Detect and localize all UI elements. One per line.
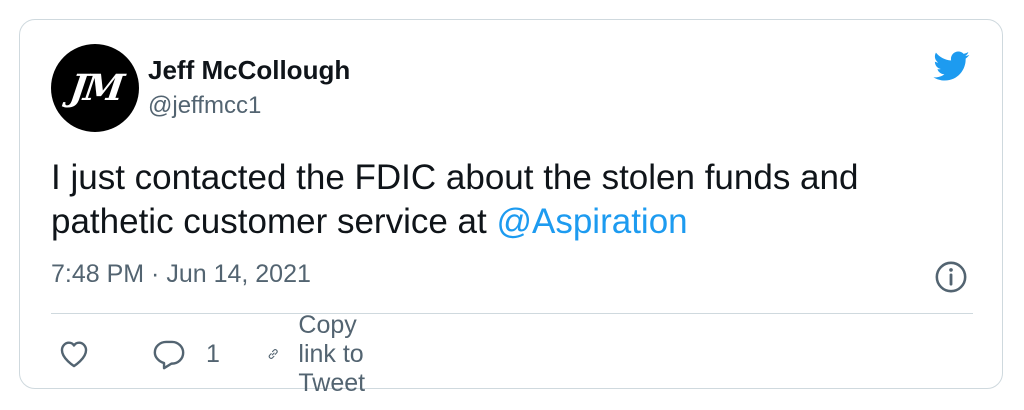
author-handle[interactable]: @jeffmcc1 <box>148 92 262 119</box>
heart-icon <box>57 337 91 371</box>
tweet-text-body: I just contacted the FDIC about the stolen funds and pathetic customer service at <box>51 158 859 241</box>
copy-link-button[interactable] <box>266 310 385 397</box>
info-icon[interactable] <box>934 260 968 294</box>
author-name[interactable]: Jeff McCollough <box>148 55 351 85</box>
copy-link-label: Copy link to Tweet <box>298 310 366 397</box>
tweet-card[interactable] <box>19 19 1003 397</box>
reply-bubble-icon <box>152 337 186 371</box>
tweet-timestamp[interactable]: 7:48 PM · Jun 14, 2021 <box>51 260 311 288</box>
like-button[interactable] <box>57 332 91 376</box>
twitter-bird-icon[interactable] <box>930 48 974 84</box>
avatar[interactable] <box>51 44 139 132</box>
reply-count: 1 <box>206 339 220 368</box>
reply-button[interactable] <box>152 332 220 376</box>
link-icon <box>266 337 280 371</box>
mention-link[interactable]: @Aspiration <box>496 202 688 241</box>
avatar-initials: JM <box>66 67 124 109</box>
divider <box>51 313 973 314</box>
tweet-text <box>51 156 951 244</box>
